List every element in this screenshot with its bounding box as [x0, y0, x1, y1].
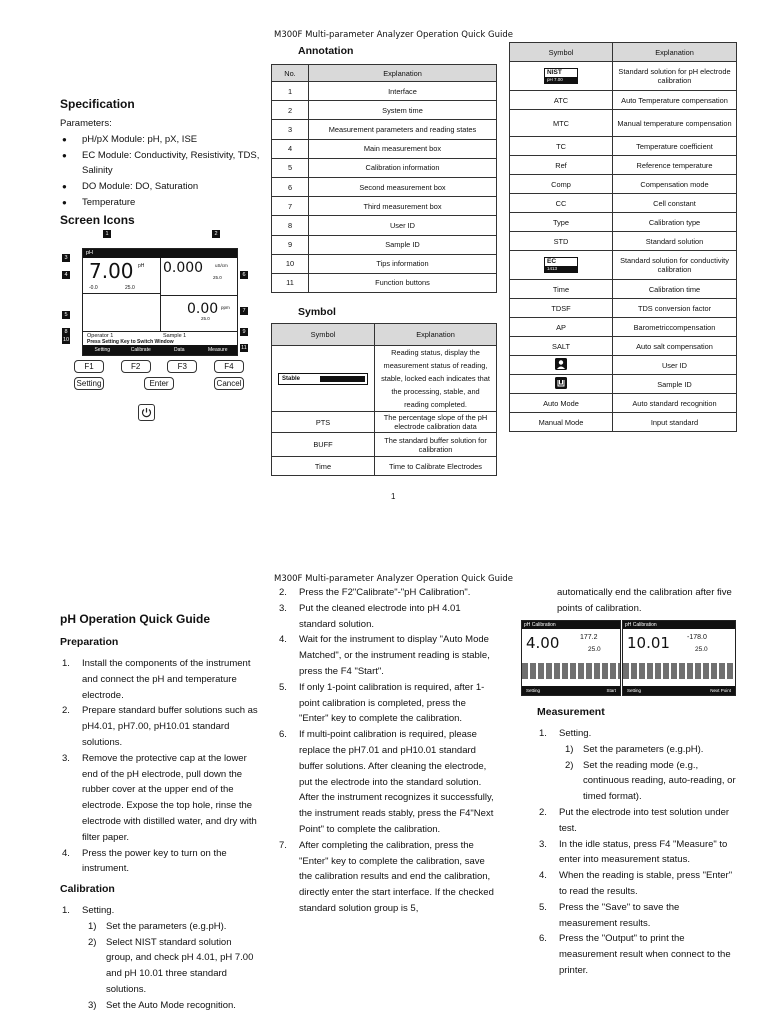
table-cell: Calibration type [613, 213, 737, 232]
table-row [272, 101, 497, 120]
table-row [272, 273, 497, 292]
stable-bar [320, 376, 365, 382]
table-cell: AP [510, 318, 613, 337]
ph-unit: pH [138, 263, 145, 269]
table-row [510, 280, 737, 299]
table-cell: 7 [272, 197, 309, 216]
table-row [272, 139, 497, 158]
cal-softkey-bar [522, 686, 620, 695]
table-row [510, 394, 737, 413]
list-item: 3. Put the cleaned electrode into pH 4.01 standard solution. [279, 602, 461, 630]
list-item: 4. Wait for the instrument to display "Auto Mode Matched", or the instrument reading is stable, press the F4 "Start". [279, 634, 490, 677]
icon-label: EC [547, 258, 557, 265]
table-cell: 6 [272, 177, 309, 196]
table-header: Explanation [613, 43, 737, 62]
enter-key[interactable]: Enter [144, 377, 174, 390]
callout-marker: 4 [62, 271, 70, 279]
table-cell: Reading status, display the measurement status of reading, stable, locked each indicates that the processing, stable, and reading completed. [375, 346, 497, 412]
power-icon [139, 405, 154, 420]
table-header: Explanation [375, 324, 497, 346]
icon-sublabel: 1413 [545, 266, 577, 272]
calibration-continuation: automatically end the calibration after five points of calibration. [557, 587, 732, 614]
table-cell: Temperature coefficient [613, 137, 737, 156]
user-icon [555, 358, 567, 370]
table-row [510, 175, 737, 194]
hard-keys-row [74, 377, 244, 390]
annotation-heading: Annotation [298, 45, 354, 57]
param-item: ● Temperature [60, 195, 260, 211]
list-item: 1. Setting. 1) Set the parameters (e.g.pH). 2) Select NIST standard solution group, and check pH 4.01, pH 7.00 and pH 10.01 three standard solutions. 3) Set the Auto Mode recognition. [60, 903, 258, 1014]
ec-value: 0.000 [163, 260, 204, 276]
table-row [510, 137, 737, 156]
table-row [272, 254, 497, 273]
table-cell: 11 [272, 273, 309, 292]
specification-list [60, 116, 260, 211]
table-cell: System time [309, 101, 497, 120]
table-row [510, 375, 737, 394]
table-row [510, 251, 737, 280]
param-item: ● EC Module: Conductivity, Resistivity, TDS, Salinity [60, 148, 260, 180]
cal-temp: 25.0 [695, 646, 708, 653]
table-cell: SALT [510, 337, 613, 356]
screen-divider [83, 293, 160, 294]
screen-status-bar [83, 249, 237, 258]
table-cell [510, 251, 613, 280]
sample-icon [555, 377, 567, 389]
table-cell: User ID [613, 356, 737, 375]
param-item: ● pH/pX Module: pH, pX, ISE [60, 132, 260, 148]
list-item: 2. Press the F2"Calibrate"-"pH Calibration". [279, 587, 471, 598]
table-cell: Auto Temperature compensation [613, 91, 737, 110]
cal-temp: 25.0 [588, 646, 601, 653]
specification-heading: Specification [60, 97, 135, 111]
page1-header: M300F Multi-parameter Analyzer Operation Quick Guide [274, 30, 513, 40]
table-header: No. [272, 65, 309, 82]
cal-setting-button[interactable]: Setting [526, 688, 541, 693]
ph-tag: pH [86, 250, 94, 256]
stable-indicator-icon [278, 373, 368, 385]
do-unit: ppm [221, 305, 230, 310]
temp-value: 25.0 [125, 285, 135, 291]
preparation-list [60, 656, 258, 877]
list-item: 3) Set the Auto Mode recognition. [88, 999, 236, 1011]
table-cell: Time [510, 280, 613, 299]
list-item: 1) Set the parameters (e.g.pH). [88, 920, 227, 932]
table-header: Symbol [510, 43, 613, 62]
setting-key[interactable]: Setting [74, 377, 104, 390]
list-item: 6. Press the "Output" to print the measurement result when connect to the printer. [539, 933, 731, 976]
table-cell: Second measurement box [309, 177, 497, 196]
cal-info-block [522, 663, 620, 679]
symbol-table [271, 323, 497, 476]
table-cell: 9 [272, 235, 309, 254]
table-cell: TDSF [510, 299, 613, 318]
table-cell: TDS conversion factor [613, 299, 737, 318]
table-cell [510, 62, 613, 91]
table-cell: The standard buffer solution for calibration [375, 433, 497, 457]
callout-marker: 3 [62, 254, 70, 262]
table-cell: Auto standard recognition [613, 394, 737, 413]
list-item: 3. Remove the protective cap at the lower end of the pH electrode, pull down the rubber cover at the upper end of the electrode. Expose the top hole, rinse the electrode with distilled water, and dry with filter paper. [62, 752, 257, 843]
table-cell: Tips information [309, 254, 497, 273]
symbol-heading: Symbol [298, 306, 336, 318]
table-row [272, 177, 497, 196]
device-screen [82, 248, 238, 356]
measurement-list [537, 726, 737, 979]
device-diagram [60, 230, 250, 430]
table-row [510, 194, 737, 213]
table-row [510, 413, 737, 432]
list-item: 1) Set the parameters (e.g.pH). [565, 743, 704, 755]
power-button[interactable] [138, 404, 155, 421]
table-cell: Time to Calibrate Electrodes [375, 457, 497, 476]
softkey-data[interactable]: Data [173, 347, 185, 353]
right-symbol-table [509, 42, 737, 432]
screen-divider [83, 331, 237, 332]
table-cell: The percentage slope of the pH electrode calibration data [375, 412, 497, 433]
list-item: 1. Install the components of the instrument and connect the pH and temperature electrode. [62, 658, 251, 701]
table-row [510, 213, 737, 232]
table-row [272, 346, 497, 412]
table-row [510, 337, 737, 356]
table-cell: Compensation mode [613, 175, 737, 194]
do-value: 0.00 [187, 301, 219, 317]
ph-main-value: 7.00 [89, 259, 134, 283]
table-cell: 8 [272, 216, 309, 235]
annotation-table [271, 64, 497, 293]
callout-marker: 10 [62, 337, 70, 343]
table-cell: ATC [510, 91, 613, 110]
table-cell: MTC [510, 110, 613, 137]
ph-guide-title: pH Operation Quick Guide [60, 612, 211, 626]
callout-marker: 2 [212, 230, 220, 238]
table-cell: TC [510, 137, 613, 156]
calibration-list [60, 903, 258, 1014]
icon-sublabel: pH 7.00 [545, 77, 577, 83]
params-label: Parameters: [60, 118, 112, 129]
calibration-heading: Calibration [60, 883, 115, 895]
screen-divider [161, 295, 237, 296]
list-item: 5. If only 1-point calibration is required, after 1-point calibration is completed, press the "Enter" key to complete the calibration. [279, 681, 485, 725]
softkey-setting[interactable]: Setting [94, 347, 111, 353]
table-row [272, 82, 497, 101]
table-header: Symbol [272, 324, 375, 346]
f2-key[interactable]: F2 [121, 360, 151, 373]
table-cell: Manual temperature compensation [613, 110, 737, 137]
page-number: 1 [391, 492, 396, 501]
table-cell: Function buttons [309, 273, 497, 292]
table-row [272, 412, 497, 433]
page2-header: M300F Multi-parameter Analyzer Operation Quick Guide [274, 574, 513, 584]
list-item: 7. After completing the calibration, press the "Enter" key to complete the calibration, save the calibration results and end the calibration, directly enter the start interface. If the checked standard solution group is 5, [279, 839, 494, 914]
table-row [510, 110, 737, 137]
table-row [272, 457, 497, 476]
screen-icons-heading: Screen Icons [60, 213, 135, 227]
table-cell: Interface [309, 82, 497, 101]
cal-info-block [623, 663, 735, 679]
table-cell: BUFF [272, 433, 375, 457]
table-cell: Input standard [613, 413, 737, 432]
softkey-bar [83, 345, 237, 355]
table-cell: 10 [272, 254, 309, 273]
table-cell: Time [272, 457, 375, 476]
table-row [510, 156, 737, 175]
table-cell: 1 [272, 82, 309, 101]
cal-reading: 4.00 [526, 634, 560, 652]
table-cell: Ref [510, 156, 613, 175]
table-cell: Auto salt compensation [613, 337, 737, 356]
callout-marker: 8 [62, 328, 70, 336]
table-row [272, 158, 497, 177]
table-row [510, 318, 737, 337]
table-cell: STD [510, 232, 613, 251]
table-header: Explanation [309, 65, 497, 82]
table-cell [510, 356, 613, 375]
table-cell: PTS [272, 412, 375, 433]
table-cell: Standard solution for conductivity calibration [613, 251, 737, 280]
table-cell: 2 [272, 101, 309, 120]
callout-marker: 9 [240, 328, 248, 336]
ec-standard-icon [544, 257, 578, 273]
mv-value: -0.0 [89, 285, 98, 291]
cal-setting-button[interactable]: Setting [627, 688, 642, 693]
table-row [510, 91, 737, 110]
cal-screen-title: pH Calibration [522, 621, 620, 629]
table-row [272, 197, 497, 216]
nist-icon [544, 68, 578, 84]
calibration-screen-2 [622, 620, 736, 696]
table-cell: Standard solution for pH electrode calibration [613, 62, 737, 91]
table-cell: Reference temperature [613, 156, 737, 175]
table-row [272, 235, 497, 254]
table-cell: Sample ID [309, 235, 497, 254]
list-item: 4. When the reading is stable, press "Enter" to read the results. [539, 870, 733, 897]
ec-temp: 25.0 [213, 275, 222, 280]
f4-key[interactable]: F4 [214, 360, 244, 373]
table-cell: Standard solution [613, 232, 737, 251]
stable-label: Stable [282, 375, 301, 382]
table-cell: Main measurement box [309, 139, 497, 158]
callout-marker: 11 [241, 345, 247, 351]
calibration-screen-1 [521, 620, 621, 696]
table-cell: Calibration information [309, 158, 497, 177]
callout-marker: 7 [240, 307, 248, 315]
table-cell: Comp [510, 175, 613, 194]
list-item: 2. Prepare standard buffer solutions such as pH4.01, pH7.00, pH10.01 standard solutions. [62, 705, 258, 748]
table-row [510, 232, 737, 251]
callout-marker: 1 [103, 230, 111, 238]
table-cell: Measurement parameters and reading states [309, 120, 497, 139]
table-cell: User ID [309, 216, 497, 235]
f1-key[interactable]: F1 [74, 360, 104, 373]
table-cell: 5 [272, 158, 309, 177]
table-row [272, 216, 497, 235]
operator-id: Operator 1 [87, 333, 114, 339]
cal-softkey-bar [623, 686, 735, 695]
cal-start-button[interactable]: Start [606, 688, 616, 693]
table-cell [272, 346, 375, 412]
table-cell: Barometriccompensation [613, 318, 737, 337]
function-keys-row [74, 360, 244, 373]
callout-marker: 6 [240, 271, 248, 279]
list-item: 3. In the idle status, press F4 "Measure" to enter into measurement status. [539, 838, 728, 866]
table-cell: Cell constant [613, 194, 737, 213]
table-cell: Type [510, 213, 613, 232]
list-item: 4. Press the power key to turn on the instrument. [62, 847, 227, 875]
f3-key[interactable]: F3 [167, 360, 197, 373]
table-cell: CC [510, 194, 613, 213]
cal-mv: -178.0 [687, 634, 707, 641]
table-cell: Auto Mode [510, 394, 613, 413]
param-item: ● DO Module: DO, Saturation [60, 179, 260, 195]
cancel-key[interactable]: Cancel [214, 377, 244, 390]
table-cell: Third measurement box [309, 197, 497, 216]
do-temp: 25.0 [201, 316, 210, 321]
calibration-steps-list [277, 585, 497, 917]
softkey-calibrate[interactable]: Calibrate [130, 347, 151, 353]
cal-mv: 177.2 [580, 634, 598, 641]
list-item: 2. Put the electrode into test solution under test. [539, 806, 730, 834]
list-item: 2) Set the reading mode (e.g., continuous reading, auto-reading, or timed format). [565, 759, 736, 803]
table-cell: Calibration time [613, 280, 737, 299]
list-item: 2) Select NIST standard solution group, and check pH 4.01, pH 7.00 and pH 10.01 three standard solutions. [88, 936, 254, 995]
list-item: 1. Setting. 1) Set the parameters (e.g.pH). 2) Set the reading mode (e.g., continuous reading, auto-reading, or timed format). [537, 726, 737, 805]
measurement-heading: Measurement [537, 706, 605, 718]
cal-reading: 10.01 [627, 634, 670, 652]
list-item: 6. If multi-point calibration is required, please replace the pH7.01 and pH10.01 standard buffer solutions. After cleaning the electrode, put the electrode into the standard solution. After the instrument recognizes it successfully, the instrument reads stably, press the F4"Next Point" to complete the calibration. [279, 729, 494, 835]
icon-label: NIST [547, 69, 562, 76]
table-row [510, 356, 737, 375]
callout-marker: 5 [62, 311, 70, 319]
ec-unit: uS/cm [215, 263, 228, 268]
table-cell: Sample ID [613, 375, 737, 394]
table-row [272, 433, 497, 457]
softkey-measure[interactable]: Measure [208, 347, 228, 353]
table-row [510, 299, 737, 318]
table-row [510, 62, 737, 91]
table-cell: 4 [272, 139, 309, 158]
tips-text: Press Setting Key to Switch Window [87, 339, 174, 345]
cal-next-point-button[interactable]: Next Point [710, 688, 731, 693]
list-item: 5. Press the "Save" to save the measurement results. [539, 901, 680, 929]
table-cell: Manual Mode [510, 413, 613, 432]
cal-screen-title: pH Calibration [623, 621, 735, 629]
sample-id: Sample 1 [163, 333, 187, 339]
table-row [272, 120, 497, 139]
preparation-heading: Preparation [60, 636, 119, 648]
table-cell [510, 375, 613, 394]
table-cell: 3 [272, 120, 309, 139]
